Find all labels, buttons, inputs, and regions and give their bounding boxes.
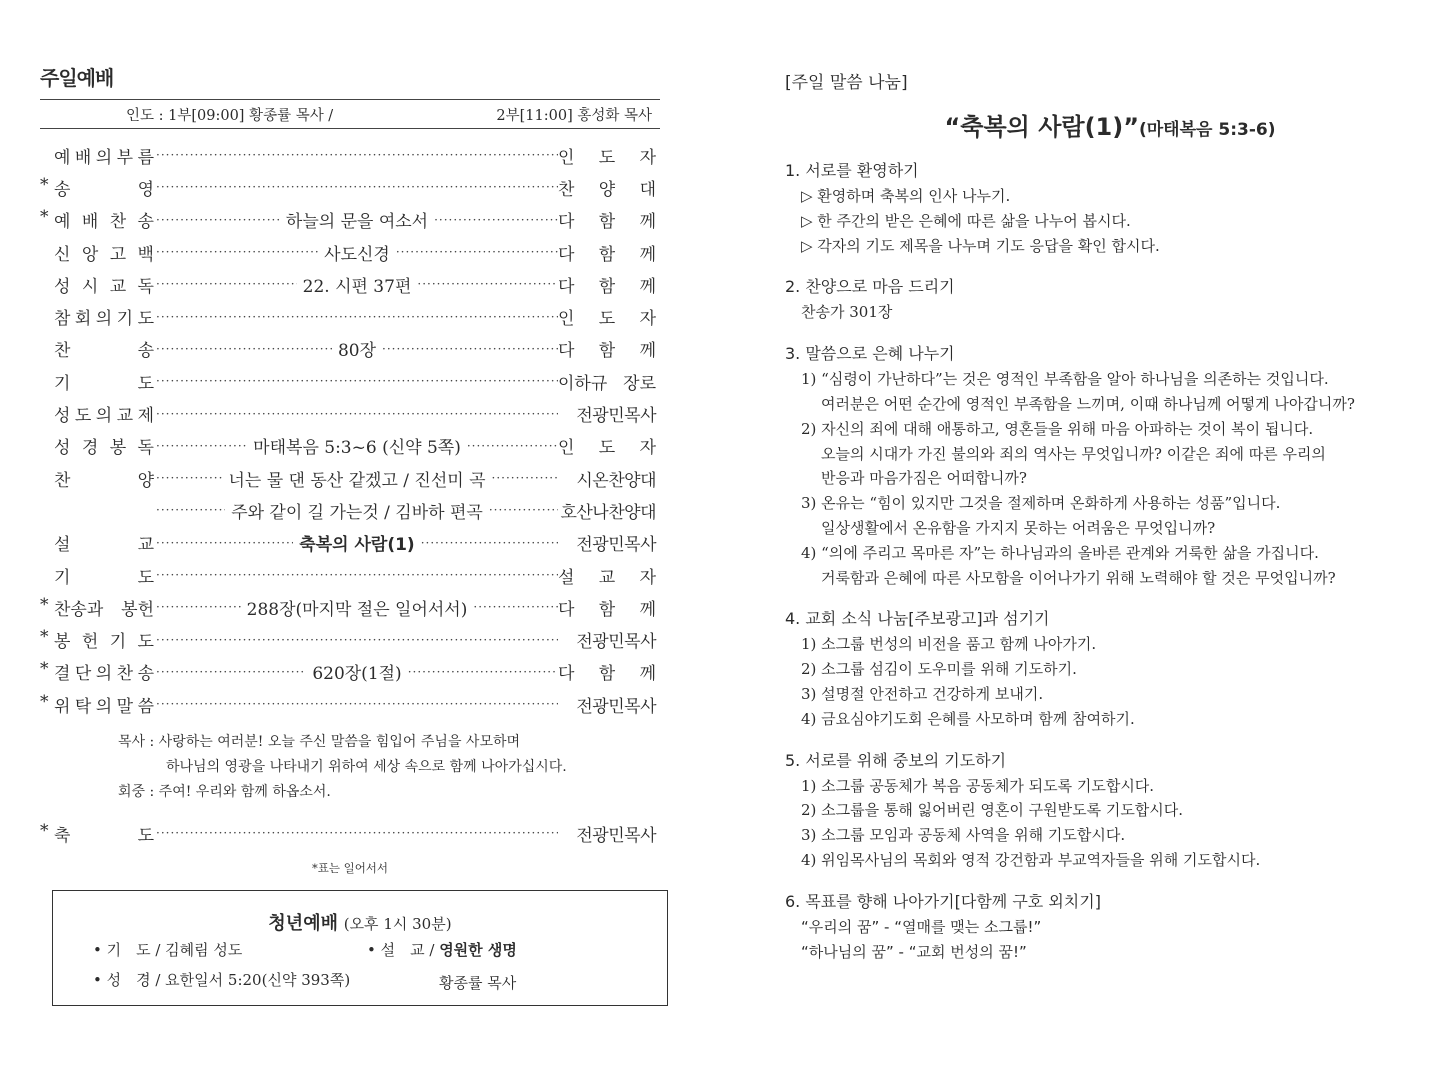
congregation-line: 주여! 우리와 함께 하옵소서. <box>158 784 331 801</box>
order-item-name: 예 배 의 부 름 <box>54 147 154 168</box>
dot-leader <box>156 310 558 324</box>
stand-note: *표는 일어서서 <box>311 860 389 875</box>
order-item-name: 결 단 의 찬 송 <box>54 664 154 685</box>
order-item-name: 위 탁 의 말 씀 <box>54 696 154 717</box>
dot-leader <box>156 245 318 259</box>
section-line: 1) 소그룹 번성의 비전을 품고 함께 나아가기. <box>801 635 1097 654</box>
benediction-row <box>40 817 660 849</box>
dot-leader <box>156 826 558 840</box>
section-line: 일상생활에서 온유함을 가지지 못하는 어려움은 무엇입니까? <box>821 518 1216 537</box>
dot-leader <box>156 148 558 162</box>
order-item-leader: 이하규 장로 <box>558 373 656 394</box>
youth-service-title: 청년예배 (오후 1시 30분) <box>268 913 452 934</box>
order-row <box>40 204 660 236</box>
dot-leader <box>156 471 222 485</box>
section-heading: 5. 서로를 위해 중보의 기도하기 <box>785 750 1007 770</box>
dot-leader <box>156 439 247 453</box>
youth-scripture: • 성 경 / 요한일서 5:20(신약 393쪽) <box>93 971 351 989</box>
order-of-worship <box>40 139 660 720</box>
pastor-label: 목사 : <box>118 734 155 751</box>
order-item-name: 신 앙 고 백 <box>54 244 154 265</box>
order-row <box>40 591 660 623</box>
order-row <box>40 300 660 332</box>
order-item-name: 찬 양 <box>54 470 154 491</box>
dot-leader <box>156 697 558 711</box>
order-item-name: 예 배 찬 송 <box>54 212 154 233</box>
dot-leader <box>156 536 293 550</box>
section-heading: 6. 목표를 향해 나아가기[다함께 구호 외치기] <box>785 891 1101 911</box>
sharing-section <box>785 274 1405 325</box>
order-item-content: 22. 시편 37편 <box>302 276 412 297</box>
order-item-name: 성 도 의 교 제 <box>54 406 154 427</box>
order-item-name: 봉 헌 기 도 <box>54 632 154 653</box>
order-row <box>40 623 660 655</box>
section-line: ▷ 한 주간의 받은 은혜에 따른 삶을 나누어 봅시다. <box>801 211 1131 230</box>
order-row <box>40 494 660 526</box>
dot-leader <box>492 471 558 485</box>
leader-first-service: 인도 : 1부[09:00] 황종률 목사 / <box>126 107 334 124</box>
order-item-leader: 다 함 께 <box>558 244 656 265</box>
order-item-name: 축 도 <box>54 825 154 846</box>
order-item-name: 찬 송 <box>54 341 154 362</box>
stand-marker: * <box>40 820 49 841</box>
dot-leader <box>156 374 558 388</box>
order-row <box>40 430 660 462</box>
section-line: 반응과 마음가짐은 어떠합니까? <box>821 469 1027 488</box>
dot-leader <box>156 633 558 647</box>
order-item-content: 마태복음 5:3~6 (신약 5쪽) <box>253 438 461 459</box>
dot-leader <box>156 568 558 582</box>
stand-marker <box>40 530 52 555</box>
order-item-leader: 전광민목사 <box>576 632 656 653</box>
dot-leader <box>421 536 558 550</box>
order-item-leader: 설 교 자 <box>558 567 656 588</box>
section-line: 1) “심령이 가난하다”는 것은 영적인 부족함을 알아 하나님을 의존하는 것입니다. <box>801 370 1329 389</box>
stand-marker <box>40 433 52 458</box>
section-line: 2) 소그룹을 통해 잃어버린 영혼이 구원받도록 기도합시다. <box>801 801 1184 820</box>
order-item-name: 설 교 <box>54 535 154 556</box>
dot-leader <box>156 503 225 517</box>
section-line: 4) “의에 주리고 목마른 자”는 하나님과의 올바른 관계와 거룩한 삶을 가집니다. <box>801 543 1319 562</box>
order-item-content: 축복의 사람(1) <box>299 535 415 556</box>
order-row <box>40 139 660 171</box>
stand-marker <box>40 304 52 329</box>
section-line: 4) 금요심야기도회 은혜를 사모하며 함께 참여하기. <box>801 709 1135 728</box>
dot-leader <box>408 665 558 679</box>
order-row <box>40 559 660 591</box>
order-row <box>40 236 660 268</box>
order-item-leader: 전광민목사 <box>576 696 656 717</box>
section-line: 4) 위임목사님의 목회와 영적 강건함과 부교역자들을 위해 기도합시다. <box>801 850 1261 869</box>
order-item-content: 너는 물 댄 동산 같겠고 / 진선미 곡 <box>228 470 486 491</box>
order-item-content: 80장 <box>337 341 377 362</box>
pastor-line-1: 사랑하는 여러분! 오늘 주신 말씀을 힘입어 주님을 사모하며 <box>158 734 521 751</box>
order-item-leader: 인 도 자 <box>558 309 656 330</box>
section-line: 1) 소그룹 공동체가 복음 공동체가 되도록 기도합시다. <box>801 776 1155 795</box>
dot-leader <box>489 503 558 517</box>
order-item-name: 기 도 <box>54 567 154 588</box>
order-item-leader: 찬 양 대 <box>558 179 656 200</box>
section-line: 여러분은 어떤 순간에 영적인 부족함을 느끼며, 이때 하나님께 어떻게 나아갑니까? <box>821 394 1355 413</box>
congregation-label: 회중 : <box>118 784 155 801</box>
section-tag: [주일 말씀 나눔] <box>785 73 908 93</box>
order-item-name: 기 도 <box>54 373 154 394</box>
order-item-leader: 전광민목사 <box>576 535 656 556</box>
section-heading: 1. 서로를 환영하기 <box>785 161 919 180</box>
youth-sermon-title: 영원한 생명 <box>439 941 517 959</box>
order-row <box>40 333 660 365</box>
dot-leader <box>156 407 558 421</box>
stand-marker <box>40 563 52 588</box>
sermon-sharing-page <box>785 68 1405 964</box>
stand-marker: * <box>40 627 49 648</box>
youth-prayer: • 기 도 / 김혜림 성도 <box>93 941 243 959</box>
order-item-leader: 시온찬양대 <box>576 470 656 491</box>
stand-marker: * <box>40 594 49 615</box>
order-item-content: 주와 같이 길 가는것 / 김바하 편곡 <box>231 502 483 523</box>
section-line: 거룩함과 은혜에 따른 사모함을 이어나가기 위해 노력해야 할 것은 무엇입니까? <box>821 568 1336 587</box>
section-line: “우리의 꿈” - “열매를 맺는 소그룹!” <box>801 917 1042 936</box>
order-row <box>40 171 660 203</box>
stand-marker <box>40 240 52 265</box>
youth-service-box <box>52 890 668 1006</box>
order-item-leader: 다 함 께 <box>558 599 656 620</box>
stand-marker <box>40 466 52 491</box>
section-line: 3) 설명절 안전하고 건강하게 보내기. <box>801 684 1044 703</box>
stand-marker: * <box>40 174 49 195</box>
pastor-line-2: 하나님의 영광을 나타내기 위하여 세상 속으로 함께 나아가십시다. <box>166 759 567 776</box>
order-item-leader: 다 함 께 <box>558 276 656 297</box>
dot-leader <box>156 180 558 194</box>
order-item-content: 하늘의 문을 여소서 <box>285 212 429 233</box>
dot-leader <box>156 342 332 356</box>
order-item-content: 620장(1절) <box>312 664 402 685</box>
order-item-leader: 호산나찬양대 <box>560 502 656 523</box>
stand-marker: * <box>40 659 49 680</box>
section-heading: 2. 찬양으로 마음 드리기 <box>785 277 955 297</box>
sermon-reference: (마태복음 5:3-6) <box>1138 120 1276 140</box>
section-line: 오늘의 시대가 가진 불의와 죄의 역사는 무엇입니까? 이같은 죄에 따른 우리의 <box>821 444 1326 463</box>
order-item-name: 성 시 교 독 <box>54 276 154 297</box>
stand-marker <box>40 143 52 168</box>
dot-leader <box>156 213 280 227</box>
dot-leader <box>417 277 558 291</box>
order-row <box>40 688 660 720</box>
dot-leader <box>473 600 558 614</box>
stand-marker <box>40 401 52 426</box>
order-item-leader: 다 함 께 <box>558 341 656 362</box>
dot-leader <box>396 245 558 259</box>
stand-marker: * <box>40 207 49 228</box>
dot-leader <box>382 342 558 356</box>
order-item-leader: 다 함 께 <box>558 212 656 233</box>
dot-leader <box>156 277 297 291</box>
section-heading: 3. 말씀으로 은혜 나누기 <box>785 344 955 364</box>
stand-marker: * <box>40 691 49 712</box>
order-item-leader: 전광민목사 <box>576 406 656 427</box>
order-row <box>40 462 660 494</box>
order-row <box>40 397 660 429</box>
order-item-name: 참 회 의 기 도 <box>54 309 154 330</box>
stand-marker <box>40 272 52 297</box>
sermon-title: “축복의 사람(1)”(마태복음 5:3-6) <box>944 113 1276 141</box>
section-line: “하나님의 꿈” - “교회 번성의 꿈!” <box>801 942 1027 961</box>
youth-preacher: 황종률 목사 <box>439 974 517 992</box>
sharing-section <box>785 606 1405 731</box>
order-row <box>40 527 660 559</box>
sharing-section <box>785 748 1405 873</box>
worship-order-page <box>40 62 660 876</box>
sharing-section <box>785 158 1405 258</box>
dot-leader <box>156 665 306 679</box>
order-item-leader: 인 도 자 <box>558 438 656 459</box>
dot-leader <box>467 439 558 453</box>
order-item-content: 288장(마지막 절은 일어서서) <box>246 599 468 620</box>
order-item-name: 성 경 봉 독 <box>54 438 154 459</box>
sharing-section <box>785 889 1405 965</box>
order-item-content: 사도신경 <box>324 244 390 265</box>
order-row <box>40 268 660 300</box>
section-line: 3) 소그룹 모임과 공동체 사역을 위해 기도합시다. <box>801 826 1126 845</box>
page-title: 주일예배 <box>40 66 114 90</box>
order-item-name: 송 영 <box>54 179 154 200</box>
order-item-leader: 다 함 께 <box>558 664 656 685</box>
stand-marker <box>40 336 52 361</box>
section-line: 2) 소그룹 섬김이 도우미를 위해 기도하기. <box>801 660 1077 679</box>
sending-words <box>40 730 660 805</box>
order-row <box>40 656 660 688</box>
order-row <box>40 365 660 397</box>
leader-bar <box>40 99 660 129</box>
sharing-section <box>785 341 1405 590</box>
youth-service-time: (오후 1시 30분) <box>343 915 452 933</box>
stand-marker <box>40 369 52 394</box>
order-item-leader: 전광민목사 <box>576 825 656 846</box>
order-item-name: 찬송과 봉헌 <box>54 599 154 620</box>
section-heading: 4. 교회 소식 나눔[주보광고]과 섬기기 <box>785 609 1050 629</box>
section-line: 찬송가 301장 <box>801 303 893 322</box>
section-line: ▷ 환영하며 축복의 인사 나누기. <box>801 187 1011 205</box>
leader-second-service: 2부[11:00] 홍성화 목사 <box>496 107 652 124</box>
sharing-sections <box>785 158 1405 964</box>
order-item-leader: 인 도 자 <box>558 147 656 168</box>
youth-sermon: • 설 교 / 영원한 생명 <box>367 941 517 959</box>
dot-leader <box>156 600 241 614</box>
section-line: 3) 온유는 “힘이 있지만 그것을 절제하며 온화하게 사용하는 성품”입니다. <box>801 494 1281 513</box>
section-line: ▷ 각자의 기도 제목을 나누며 기도 응답을 확인 합시다. <box>801 236 1160 255</box>
section-line: 2) 자신의 죄에 대해 애통하고, 영혼들을 위해 마음 아파하는 것이 복이 됩니다. <box>801 419 1314 438</box>
dot-leader <box>434 213 558 227</box>
